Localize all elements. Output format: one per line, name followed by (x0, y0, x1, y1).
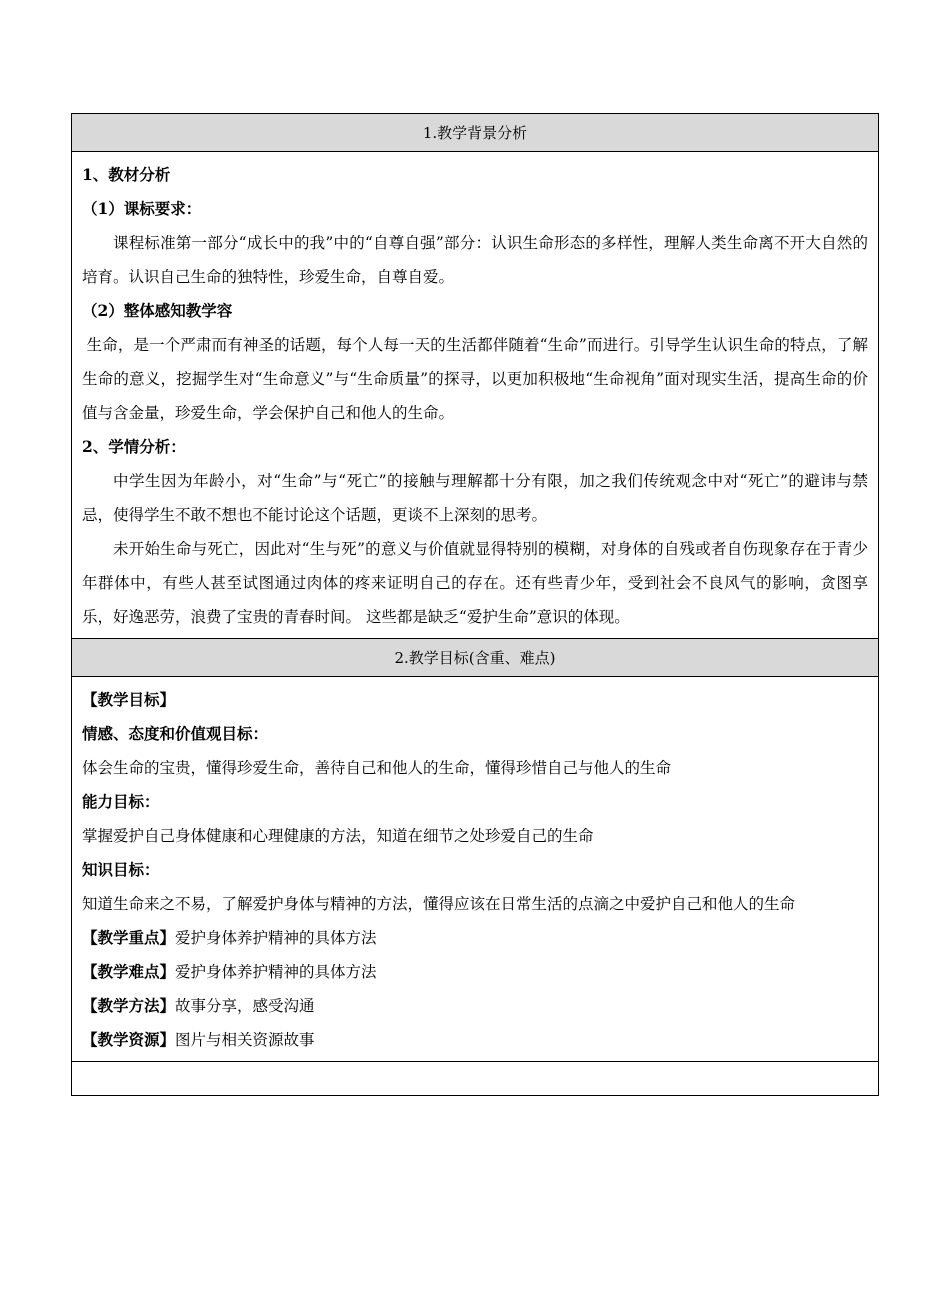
knowledge-heading: 知识目标： (82, 860, 160, 879)
emotion-heading: 情感、态度和价值观目标： (82, 724, 269, 743)
difficulty-label: 【教学难点】 (82, 962, 176, 981)
difficulty-line (82, 955, 868, 989)
material-heading: 1、教材分析 (82, 165, 171, 184)
overall-paragraph: 生命，是一个严肃而有神圣的话题，每个人每一天的生活都伴随着“生命”而进行。引导学生认识生命的特点，了解生命的意义，挖掘学生对“生命意义”与“生命质量”的探寻，以更加积极地“生命视角”面对现实生活，提高生命的价值与含金量，珍爱生命，学会保护自己和他人的生命。 (82, 336, 868, 422)
key-point-text: 爱护身体养护精神的具体方法 (175, 929, 377, 947)
standard-paragraph: 课程标准第一部分“成长中的我”中的“自尊自强”部分：认识生命形态的多样性，理解人类生命离不开大自然的培育。认识自己生命的独特性，珍爱生命，自尊自爱。 (82, 234, 868, 286)
emotion-paragraph: 体会生命的宝贵，懂得珍爱生命，善待自己和他人的生命，懂得珍惜自己与他人的生命 (82, 759, 672, 777)
key-point-line (82, 921, 868, 955)
knowledge-paragraph: 知道生命来之不易，了解爱护身体与精神的方法，懂得应该在日常生活的点滴之中爱护自己和他人的生命 (82, 895, 796, 913)
section2-header: 2.教学目标(含重、难点) (72, 639, 879, 677)
section2-body (72, 677, 879, 1062)
resource-text: 图片与相关资源故事 (175, 1031, 315, 1049)
goals-heading: 【教学目标】 (82, 690, 176, 709)
difficulty-text: 爱护身体养护精神的具体方法 (175, 963, 377, 981)
overall-heading: （2）整体感知教学容 (82, 301, 233, 320)
lesson-plan-page (71, 113, 879, 1096)
method-label: 【教学方法】 (82, 996, 176, 1015)
ability-paragraph: 掌握爱护自己身体健康和心理健康的方法，知道在细节之处珍爱自己的生命 (82, 827, 594, 845)
lesson-plan-table (71, 113, 879, 1096)
method-line (82, 989, 868, 1023)
student-paragraph-1: 中学生因为年龄小，对“生命”与“死亡”的接触与理解都十分有限，加之我们传统观念中对“死亡”的避讳与禁忌，使得学生不敢不想也不能讨论这个话题，更谈不上深刻的思考。 (82, 472, 868, 524)
resource-line (82, 1023, 868, 1057)
standard-heading: （1）课标要求： (82, 199, 202, 218)
student-heading: 2、学情分析： (82, 437, 186, 456)
method-text: 故事分享，感受沟通 (175, 997, 315, 1015)
ability-heading: 能力目标： (82, 792, 160, 811)
empty-row (72, 1062, 879, 1096)
section1-body (72, 152, 879, 639)
key-point-label: 【教学重点】 (82, 928, 176, 947)
student-paragraph-2: 未开始生命与死亡，因此对“生与死”的意义与价值就显得特别的模糊，对身体的自残或者自伤现象存在于青少年群体中，有些人甚至试图通过肉体的疼来证明自己的存在。还有些青少年，受到社会不良风气的影响，贪图享乐，好逸恶劳，浪费了宝贵的青春时间。 这些都是缺乏“爱护生命”意识的体现。 (82, 540, 868, 626)
section1-header: 1.教学背景分析 (72, 114, 879, 152)
resource-label: 【教学资源】 (82, 1030, 176, 1049)
